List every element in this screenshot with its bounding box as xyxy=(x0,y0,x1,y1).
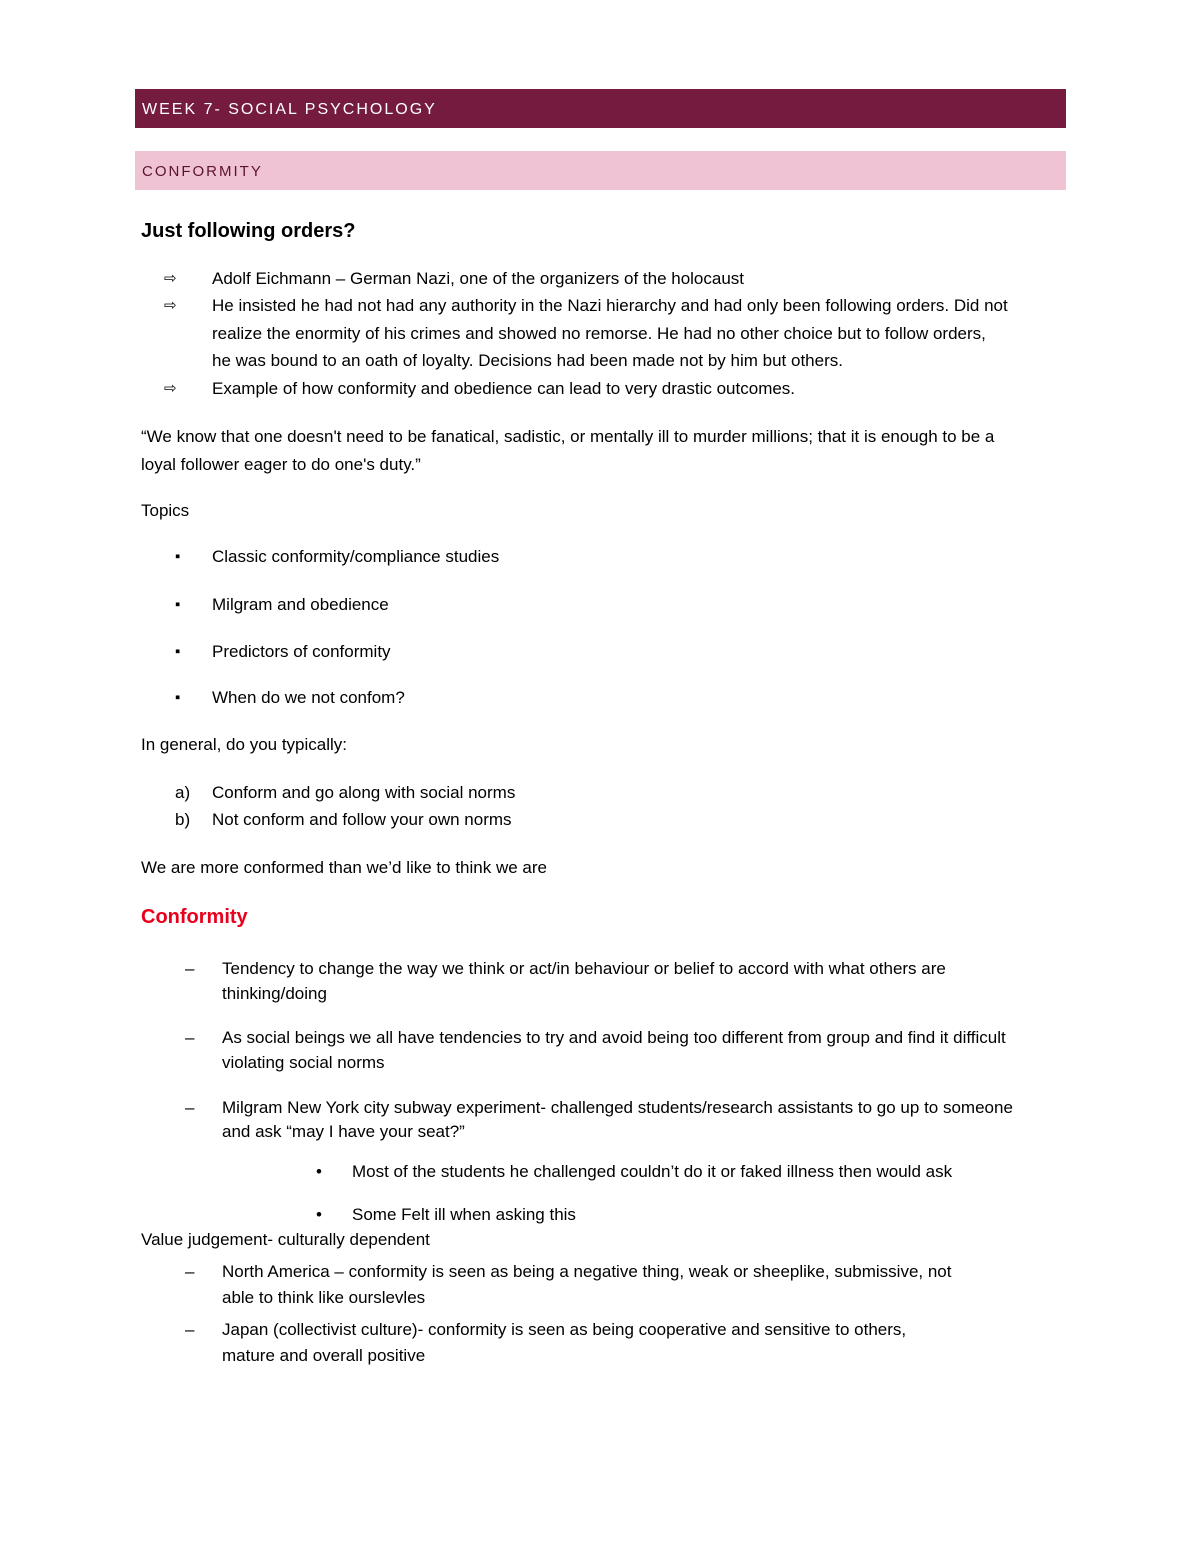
section-title-banner: CONFORMITY xyxy=(135,151,1066,190)
week-title-banner: WEEK 7- SOCIAL PSYCHOLOGY xyxy=(135,89,1066,128)
option-text: Conform and go along with social norms xyxy=(212,783,516,802)
sub-point: Some Felt ill when asking this xyxy=(352,1205,576,1224)
value-point: mature and overall positive xyxy=(222,1346,426,1365)
arrow-icon: ⇨ xyxy=(164,380,177,397)
conformity-point: As social beings we all have tendencies to try and avoid being too different from group and find it difficult xyxy=(222,1028,1006,1047)
topics-label: Topics xyxy=(141,501,190,520)
conformity-point: thinking/doing xyxy=(222,984,327,1003)
dash-icon: – xyxy=(185,1262,195,1281)
question-conclusion: We are more conformed than we’d like to think we are xyxy=(141,858,547,877)
option-text: Not conform and follow your own norms xyxy=(212,810,512,829)
arrow-item-text: Example of how conformity and obedience can lead to very drastic outcomes. xyxy=(212,379,796,398)
topic-item: Predictors of conformity xyxy=(212,642,391,661)
arrow-item-text: he was bound to an oath of loyalty. Decisions had been made not by him but others. xyxy=(212,351,843,370)
bullet-icon: • xyxy=(316,1205,322,1224)
intro-heading: Just following orders? xyxy=(141,220,356,242)
conformity-point: Tendency to change the way we think or act/in behaviour or belief to accord with what others are xyxy=(222,959,946,978)
conformity-point: violating social norms xyxy=(222,1053,385,1072)
square-bullet-icon: ▪ xyxy=(175,548,181,565)
square-bullet-icon: ▪ xyxy=(175,643,181,660)
arrow-item-text: Adolf Eichmann – German Nazi, one of the organizers of the holocaust xyxy=(212,269,745,288)
bullet-icon: • xyxy=(316,1162,322,1181)
question-prompt: In general, do you typically: xyxy=(141,735,348,754)
value-judgement-label: Value judgement- culturally dependent xyxy=(141,1230,430,1249)
conformity-heading: Conformity xyxy=(141,906,248,928)
dash-icon: – xyxy=(185,1320,195,1339)
conformity-point: and ask “may I have your seat?” xyxy=(222,1122,465,1141)
quote-line: loyal follower eager to do one's duty.” xyxy=(141,455,421,474)
topic-item: Classic conformity/compliance studies xyxy=(212,547,500,566)
square-bullet-icon: ▪ xyxy=(175,689,181,706)
option-letter: b) xyxy=(175,810,191,829)
topic-item: Milgram and obedience xyxy=(212,595,389,614)
arrow-item-text: He insisted he had not had any authority in the Nazi hierarchy and had only been following orders. Did not xyxy=(212,296,1008,315)
value-point: North America – conformity is seen as being a negative thing, weak or sheeplike, submissive, not xyxy=(222,1262,952,1281)
option-letter: a) xyxy=(175,783,191,802)
arrow-icon: ⇨ xyxy=(164,297,177,314)
square-bullet-icon: ▪ xyxy=(175,596,181,613)
arrow-icon: ⇨ xyxy=(164,270,177,287)
sub-point: Most of the students he challenged couldn’t do it or faked illness then would ask xyxy=(352,1162,953,1181)
value-point: Japan (collectivist culture)- conformity is seen as being cooperative and sensitive to others, xyxy=(222,1320,907,1339)
quote-line: “We know that one doesn't need to be fanatical, sadistic, or mentally ill to murder millions; that it is enough to be a xyxy=(141,427,995,446)
topic-item: When do we not confom? xyxy=(212,688,405,707)
dash-icon: – xyxy=(185,1098,195,1117)
arrow-item-text: realize the enormity of his crimes and showed no remorse. He had no other choice but to follow orders, xyxy=(212,324,986,343)
conformity-point: Milgram New York city subway experiment- challenged students/research assistants to go up to someone xyxy=(222,1098,1013,1117)
value-point: able to think like ourslevles xyxy=(222,1288,426,1307)
dash-icon: – xyxy=(185,1028,195,1047)
dash-icon: – xyxy=(185,959,195,978)
